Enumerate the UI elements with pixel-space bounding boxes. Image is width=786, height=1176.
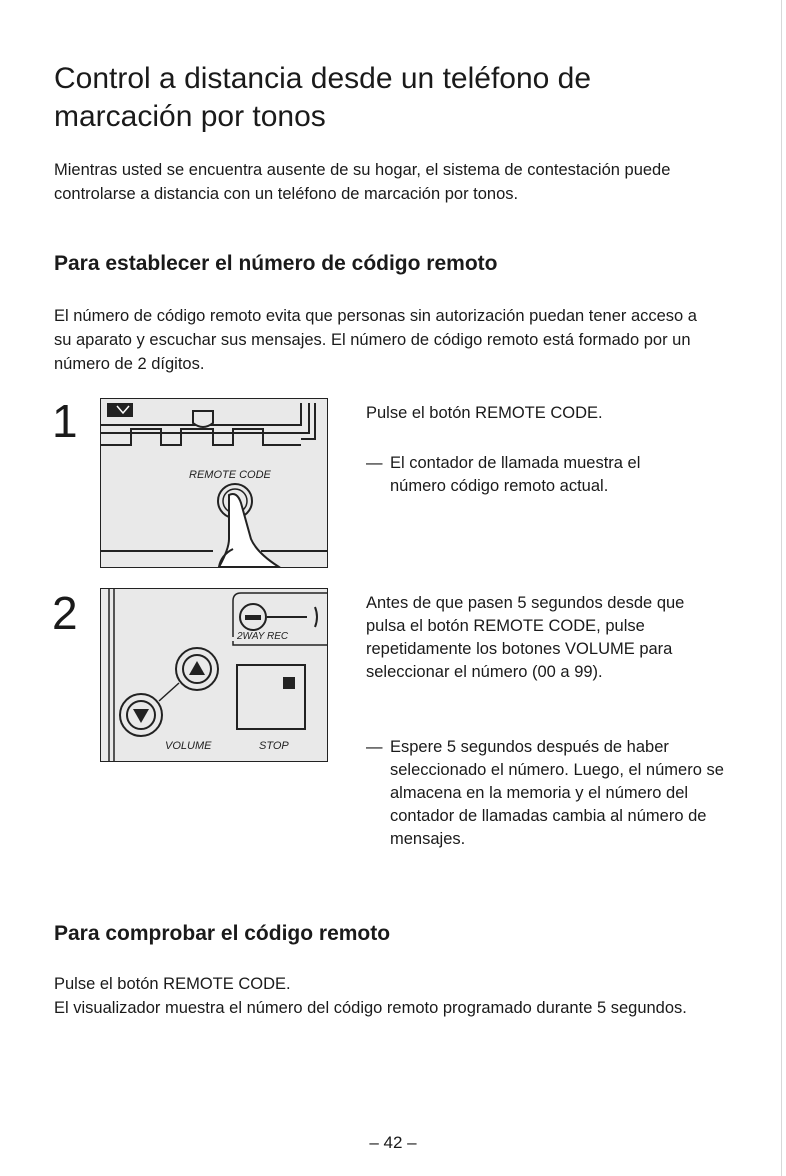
section2-heading: Para comprobar el código remoto [54, 922, 391, 945]
figure-remote-code-label: REMOTE CODE [189, 469, 271, 481]
intro-paragraph: Mientras usted se encuentra ausente de su hogar, el sistema de contestación puede controlarse a distancia con un teléfono de marcación por tonos. [54, 161, 671, 203]
step1-note-text: El contador de llamada muestra el número código remoto actual. [390, 454, 641, 495]
section1-heading: Para establecer el número de código remoto [54, 252, 498, 275]
page-number: – 42 – [369, 1133, 417, 1152]
step2-figure [100, 588, 328, 762]
page-title [54, 60, 734, 136]
title-line-1: Control a distancia desde un teléfono de [54, 62, 592, 95]
section1-body: El número de código remoto evita que personas sin autorización puedan tener acceso a su aparato y escuchar sus mensajes. El número de código remoto está formado por un número de 2 dígitos. [54, 307, 697, 373]
step1-note [366, 452, 696, 498]
step1-note-dash: — [366, 454, 383, 472]
page-edge [781, 0, 782, 1176]
remote-code-illustration [101, 399, 327, 567]
section2-line1: Pulse el botón REMOTE CODE. [54, 975, 291, 993]
figure-volume-label: VOLUME [165, 740, 212, 752]
step2-note-dash: — [366, 738, 383, 756]
step2-number: 2 [52, 587, 78, 639]
step1-figure [100, 398, 328, 568]
figure-2way-rec-label: 2WAY REC [237, 631, 289, 642]
title-line-2: marcación por tonos [54, 100, 326, 133]
stop-button-icon [237, 665, 305, 729]
step1-number: 1 [52, 395, 78, 447]
step2-instruction: Antes de que pasen 5 segundos desde que pulsa el botón REMOTE CODE, pulse repetidamente los botones VOLUME para seleccionar el número (00 a 99). [366, 594, 685, 681]
step2-note [366, 736, 726, 851]
volume-stop-illustration [101, 589, 327, 761]
section2-line2: El visualizador muestra el número del código remoto programado durante 5 segundos. [54, 999, 687, 1017]
step1-instruction: Pulse el botón REMOTE CODE. [366, 404, 603, 422]
figure-stop-label: STOP [259, 740, 289, 752]
step2-note-text: Espere 5 segundos después de haber seleccionado el número. Luego, el número se almacena en la memoria y el número del contador de llamadas cambia al número de mensajes. [390, 738, 724, 848]
